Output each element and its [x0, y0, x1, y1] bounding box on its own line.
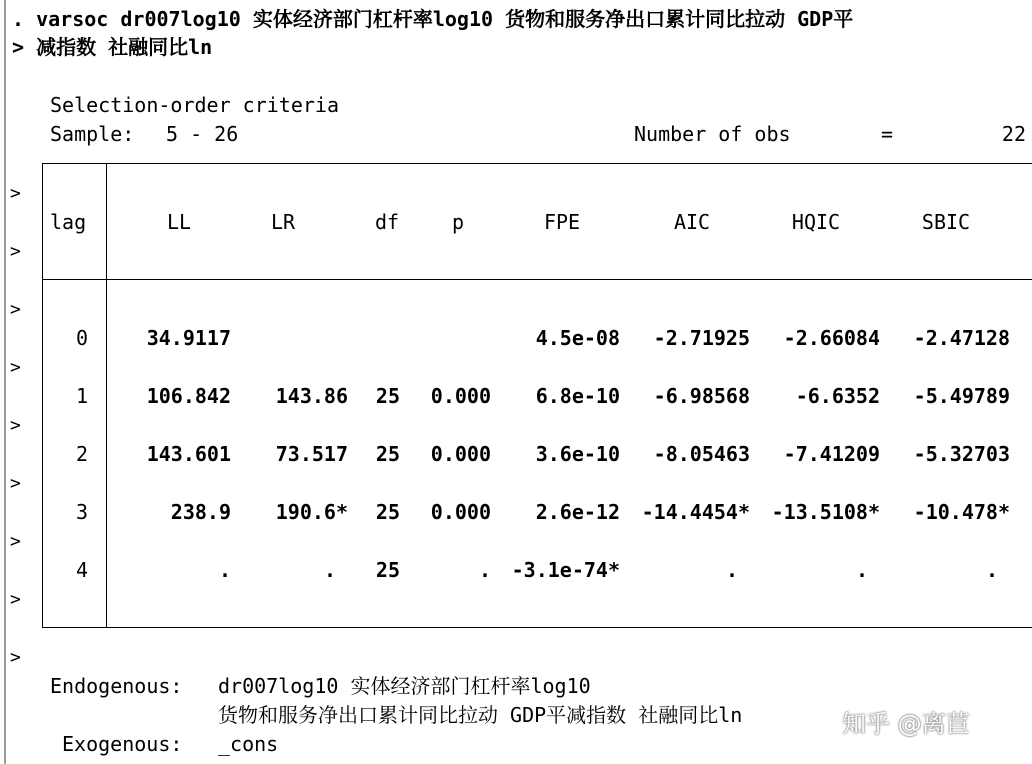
table-cell-hqic: -13.5108* [771, 500, 880, 524]
table-cell-p: 0.000 [430, 442, 491, 466]
table-cell-df: 25 [375, 558, 400, 582]
table-cell-df: 25 [375, 500, 400, 524]
table-cell-lr: 190.6* [275, 500, 348, 524]
table-cell-p: 0.000 [430, 500, 491, 524]
table-cell-fpe: 6.8e-10 [535, 384, 620, 408]
table-cell-aic: -8.05463 [653, 442, 750, 466]
results-window-left-border [4, 0, 6, 764]
column-header-p: p [451, 210, 465, 234]
column-header-ll: LL [166, 210, 192, 234]
command-line-2: > 减指数 社融同比ln [12, 35, 213, 59]
command-line-1: . varsoc dr007log10 实体经济部门杠杆率log10 货物和服务净出口累计同比拉动 GDP平 [12, 7, 854, 31]
endogenous-vars-line-2: 货物和服务净出口累计同比拉动 GDP平减指数 社融同比ln [218, 703, 743, 727]
table-cell-lag: 2 [75, 442, 88, 466]
table-cell-p: 0.000 [430, 384, 491, 408]
continuation-prompt: > [10, 589, 21, 610]
table-cell-aic: -14.4454* [641, 500, 750, 524]
table-top-rule [42, 163, 1032, 164]
table-cell-hqic: . [855, 558, 868, 582]
table-cell-hqic: -7.41209 [783, 442, 880, 466]
table-header-rule [42, 279, 1032, 280]
continuation-prompt: > [10, 415, 21, 436]
continuation-prompt: > [10, 473, 21, 494]
column-header-sbic: SBIC [921, 210, 971, 234]
continuation-prompt: > [10, 357, 21, 378]
table-cell-lag: 4 [75, 558, 88, 582]
table-bottom-rule [42, 627, 1032, 628]
table-cell-hqic: -2.66084 [783, 326, 880, 350]
table-cell-ll: 238.9 [170, 500, 231, 524]
column-header-lr: LR [270, 210, 296, 234]
table-cell-df: 25 [375, 384, 400, 408]
obs-value: 22 [1001, 122, 1026, 146]
table-cell-fpe: -3.1e-74* [511, 558, 620, 582]
continuation-prompt: > [10, 183, 21, 204]
zhihu-watermark: 知乎 @离苣 [842, 710, 970, 738]
table-cell-fpe: 3.6e-10 [535, 442, 620, 466]
continuation-prompt: > [10, 241, 21, 262]
lag-column-separator [106, 163, 107, 628]
endogenous-vars-line-1: dr007log10 实体经济部门杠杆率log10 [218, 674, 591, 698]
table-cell-aic: -2.71925 [653, 326, 750, 350]
table-cell-sbic: -5.49789 [913, 384, 1010, 408]
output-title: Selection-order criteria [50, 93, 339, 117]
table-cell-sbic: . [985, 558, 998, 582]
endogenous-label: Endogenous: [50, 674, 183, 698]
table-cell-aic: . [725, 558, 738, 582]
table-cell-fpe: 2.6e-12 [535, 500, 620, 524]
table-cell-lag: 3 [75, 500, 88, 524]
table-cell-sbic: -2.47128 [913, 326, 1010, 350]
table-cell-df: 25 [375, 442, 400, 466]
table-cell-ll: 106.842 [146, 384, 231, 408]
column-header-aic: AIC [673, 210, 711, 234]
column-header-df: df [374, 210, 400, 234]
sample-value: 5 - 26 [166, 122, 239, 146]
column-header-fpe: FPE [543, 210, 581, 234]
sample-label: Sample: [50, 122, 135, 146]
continuation-prompt: > [10, 531, 21, 552]
table-cell-lr: . [323, 558, 336, 582]
table-cell-lag: 0 [75, 326, 88, 350]
obs-equals: = [881, 122, 894, 146]
table-cell-p: . [478, 558, 491, 582]
continuation-prompt: > [10, 299, 21, 320]
table-cell-aic: -6.98568 [653, 384, 750, 408]
table-cell-lr: 143.86 [275, 384, 348, 408]
column-header-lag: lag [50, 210, 87, 234]
column-header-hqic: HQIC [791, 210, 841, 234]
table-cell-lag: 1 [75, 384, 88, 408]
table-cell-ll: . [218, 558, 231, 582]
exogenous-label: Exogenous: [62, 732, 183, 756]
table-cell-ll: 34.9117 [146, 326, 231, 350]
table-cell-lr: 73.517 [275, 442, 348, 466]
table-cell-fpe: 4.5e-08 [535, 326, 620, 350]
exogenous-vars: _cons [218, 732, 279, 756]
table-cell-ll: 143.601 [146, 442, 231, 466]
table-cell-sbic: -5.32703 [913, 442, 1010, 466]
table-cell-sbic: -10.478* [913, 500, 1010, 524]
obs-label: Number of obs [634, 122, 791, 146]
continuation-prompt: > [10, 647, 21, 668]
table-cell-hqic: -6.6352 [795, 384, 880, 408]
